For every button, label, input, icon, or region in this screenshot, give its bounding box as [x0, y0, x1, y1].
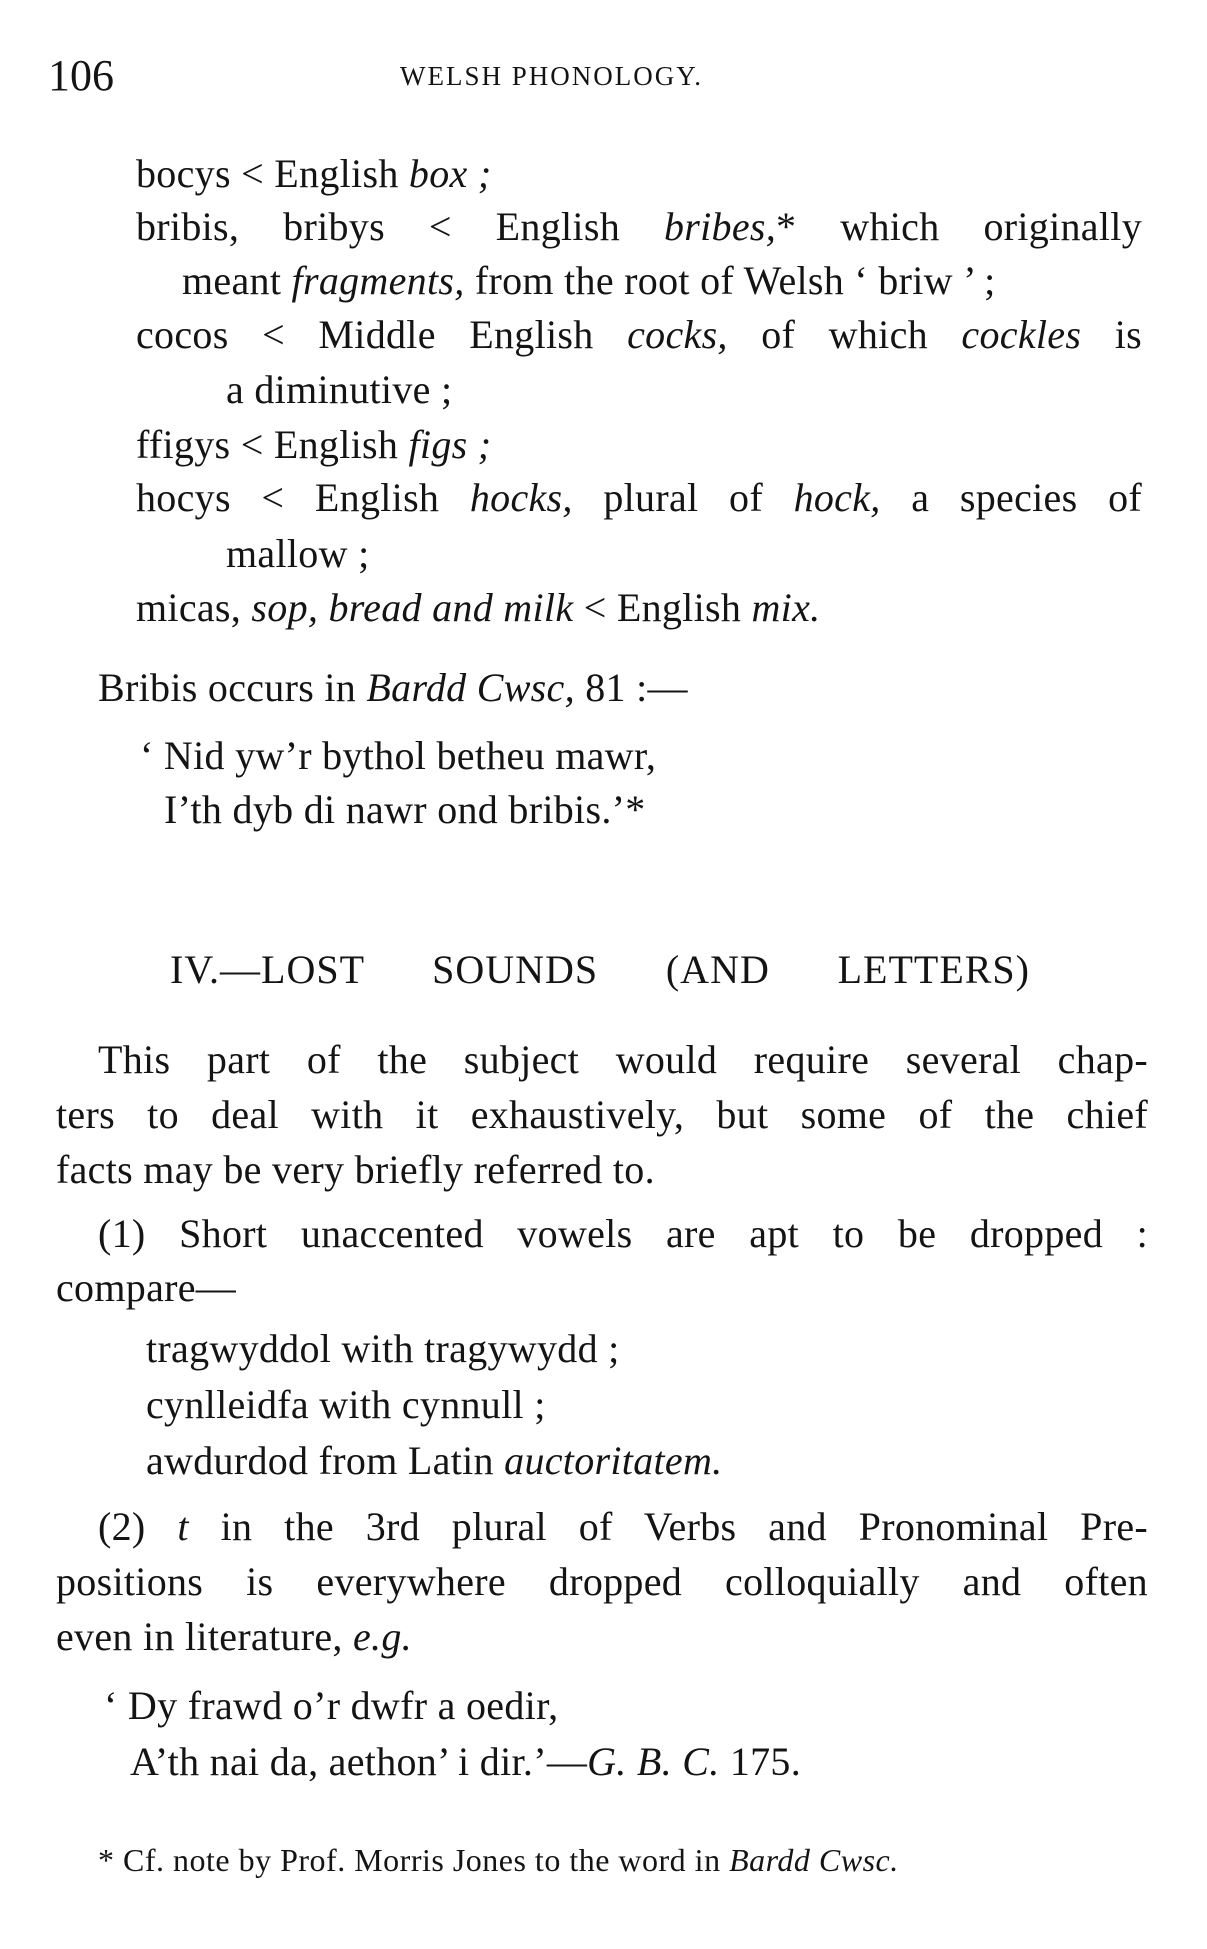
- example-1: tragwyddol with tragywydd ;: [146, 1326, 620, 1371]
- example-verse-2: A’th nai da, aethon’ i dir.’—G. B. C. 175.: [130, 1739, 802, 1784]
- running-head: WELSH PHONOLOGY.: [400, 61, 704, 91]
- example-2: cynlleidfa with cynnull ;: [146, 1382, 546, 1427]
- footnote: * Cf. note by Prof. Morris Jones to the word in Bardd Cwsc.: [98, 1842, 899, 1878]
- para2-line2: compare—: [56, 1265, 237, 1310]
- entry-hocys: hocys < English hocks, plural of hock, a species of: [136, 475, 1143, 520]
- example-verse-1: ‘ Dy frawd o’r dwfr a oedir,: [104, 1683, 559, 1728]
- para1-line2: ters to deal with it exhaustively, but some of the chief: [56, 1092, 1148, 1137]
- para3-line3: even in literature, e.g.: [56, 1614, 412, 1659]
- entry-hocys-cont: mallow ;: [226, 531, 370, 576]
- entry-cocos: cocos < Middle English cocks, of which cockles is: [136, 312, 1142, 357]
- bribis-verse-1: ‘ Nid yw’r bythol betheu mawr,: [140, 733, 657, 778]
- para3-line1: (2) t in the 3rd plural of Verbs and Pronominal Pre-: [98, 1504, 1148, 1549]
- example-3: awdurdod from Latin auctoritatem.: [146, 1438, 723, 1483]
- bribis-verse-2: I’th dyb di nawr ond bribis.’*: [164, 787, 646, 832]
- entry-micas: micas, sop, bread and milk < English mix.: [136, 585, 821, 630]
- entry-ffigys: ffigys < English figs ;: [136, 422, 492, 467]
- para1-line3: facts may be very briefly referred to.: [56, 1147, 655, 1192]
- entry-bribis-cont: meant fragments, from the root of Welsh ‘ briw ’ ;: [182, 258, 996, 303]
- section-title: IV.—LOST SOUNDS (AND LETTERS): [170, 947, 1030, 992]
- entry-cocos-cont: a diminutive ;: [226, 367, 453, 412]
- para3-line2: positions is everywhere dropped colloquially and often: [56, 1559, 1148, 1604]
- bribis-intro: Bribis occurs in Bardd Cwsc, 81 :—: [98, 665, 688, 710]
- page-number: 106: [48, 51, 114, 100]
- entry-bocys: bocys < English box ;: [136, 151, 492, 196]
- entry-bribis: bribis, bribys < English bribes,* which originally: [136, 204, 1142, 249]
- para2-line1: (1) Short unaccented vowels are apt to be dropped :: [98, 1211, 1148, 1256]
- para1-line1: This part of the subject would require several chap-: [98, 1037, 1148, 1082]
